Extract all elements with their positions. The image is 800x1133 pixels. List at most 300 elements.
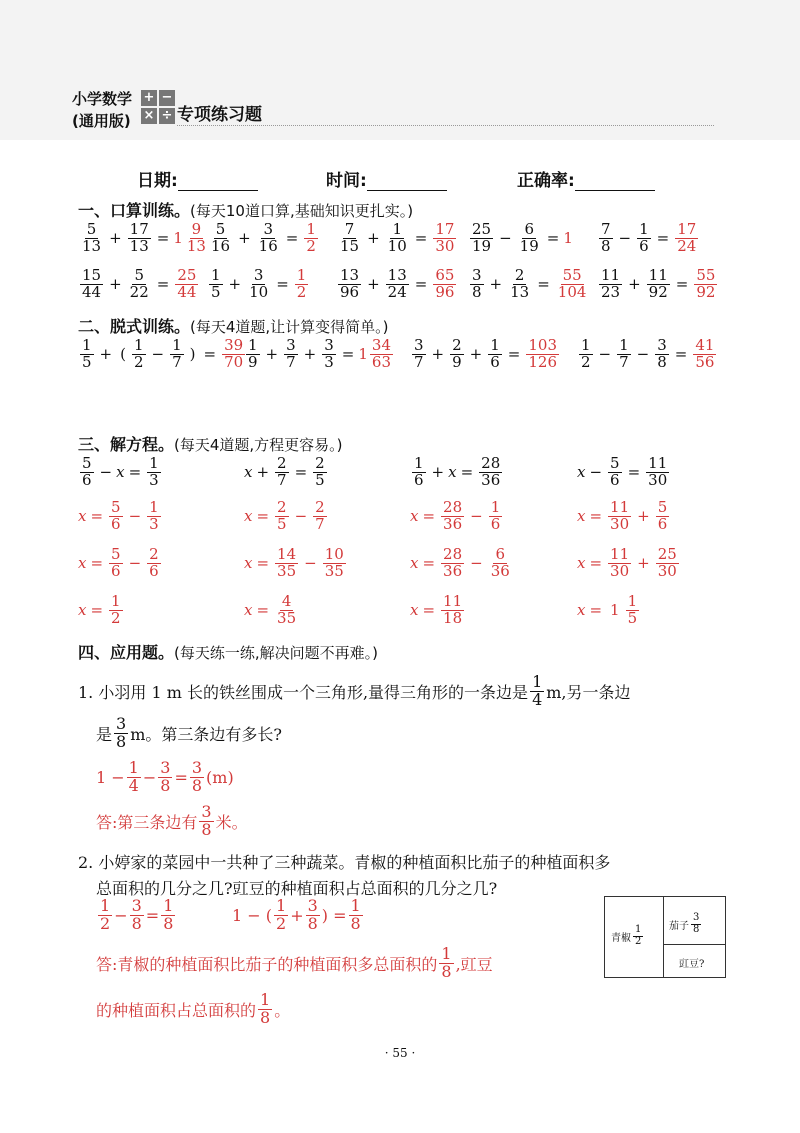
numerator: 25 [657,545,677,563]
text-run: 是 [96,724,113,744]
text-run: ,豇豆 [455,954,493,974]
symbol: = [256,507,270,526]
denominator: 70 [224,352,244,371]
page-title: 专项练习题 [177,105,262,125]
section-title: 一、口算训练。 [78,201,191,220]
fraction [128,268,151,301]
numerator: 14 [277,545,297,563]
variable: x [244,507,253,526]
symbol: = [422,554,436,573]
equation-step [78,547,163,580]
variable: x [78,554,87,573]
date-label: 日期: [137,171,178,191]
answer [293,268,311,301]
operator: + [367,229,380,248]
fraction [608,547,631,580]
symbol: = [90,554,104,573]
accuracy-field [517,166,655,191]
equation-step [577,547,681,580]
denominator: 23 [601,282,621,301]
denominator: 6 [111,514,121,533]
numerator: 1 [296,266,307,284]
symbol: + [469,345,483,364]
fraction [691,913,701,935]
fraction [441,500,464,533]
variable: x [244,601,253,620]
symbol: − [470,507,483,526]
numerator: 2 [149,545,159,563]
numerator: 5 [86,220,97,238]
fraction [185,222,208,255]
numerator: 7 [601,220,611,238]
numerator: 41 [695,336,715,354]
numerator: 1 [111,592,121,610]
text-run: 的种植面积占总面积的 [96,1000,257,1020]
fraction [608,456,622,489]
denominator: 36 [443,561,463,580]
fraction [349,898,363,933]
numerator: 5 [82,454,92,472]
denominator: 6 [657,514,668,533]
fraction [313,456,327,489]
numerator: 3 [160,758,171,777]
fraction [441,547,464,580]
garden-diagram [604,896,726,978]
symbol: − [128,554,142,573]
denominator: 8 [441,961,452,981]
fraction [246,338,260,371]
numerator: 17 [435,220,455,238]
denominator: 8 [601,236,611,255]
fraction [247,268,270,301]
fraction [199,804,213,839]
fraction [147,500,161,533]
symbol: = [90,507,104,526]
fraction [599,222,613,255]
fraction [599,268,622,301]
fraction [518,222,541,255]
denominator: 96 [435,282,455,301]
accuracy-blank[interactable] [575,172,655,191]
variable: x [410,554,419,573]
denominator: 6 [490,352,500,371]
numerator: 6 [495,545,506,563]
stepwise-item [244,338,395,371]
oral-item [207,222,320,255]
equation [244,456,329,489]
numerator: 1 [490,336,500,354]
text-run: ) = [321,905,347,925]
fraction [80,456,94,489]
section-note: (每天4道题,让计算变得简单。) [190,318,389,336]
numerator: 55 [562,266,582,284]
denominator: 35 [324,561,344,580]
equation-step [244,500,329,533]
fraction [161,898,175,933]
equals-sign: = [276,275,289,294]
fraction [109,500,123,533]
numerator: 11 [610,545,630,563]
numerator: 3 [201,802,212,821]
denominator: 5 [315,470,325,489]
equals-sign: = [414,229,428,248]
numerator: 6 [524,220,534,238]
denominator: 8 [160,775,171,795]
symbol: = [589,601,603,620]
section-stepwise [78,314,389,337]
stepwise-item [78,338,247,371]
denominator: 2 [276,913,287,933]
numerator: 3 [472,266,482,284]
equation-step [244,547,348,580]
numerator: 1 [490,498,501,516]
variable: x [244,554,253,573]
fraction [170,338,184,371]
text-run: = [145,905,160,925]
diagram-divider [663,944,725,945]
symbol: 1 [610,601,620,620]
fraction [274,898,288,933]
symbol: ) [189,345,196,364]
variable: x [78,601,87,620]
answer-whole: 1 [173,229,183,248]
denominator: 8 [693,923,700,935]
variable: x [410,507,419,526]
symbol: − [636,345,650,364]
denominator: 6 [490,514,501,533]
numerator: 3 [131,896,142,915]
fraction [655,338,669,371]
symbol: − [470,554,483,573]
text-run: 茄子 [669,920,689,932]
fraction [130,898,144,933]
denominator: 8 [350,913,361,933]
denominator: 92 [696,282,716,301]
fraction [412,456,426,489]
text-run: 1. 小羽用 1 m 长的铁丝围成一个三角形,量得三角形的一条边是 [78,682,529,702]
numerator: 1 [82,336,92,354]
equals-sign: = [675,275,689,294]
equals-sign: = [656,229,670,248]
symbol: + [265,345,279,364]
fraction [109,547,123,580]
equals-sign: = [507,345,521,364]
answer-whole: 1 [358,345,368,364]
denominator: 36 [443,514,463,533]
fraction [370,338,393,371]
section-note: (每天练一练,解决问题不再难。) [174,644,378,662]
answer [173,222,210,255]
numerator: 1 [441,944,452,963]
operator: + [238,229,251,248]
denominator: 36 [490,561,510,580]
numerator: 4 [281,592,292,610]
numerator: 28 [443,545,463,563]
variable: x [577,601,586,620]
equals-sign: = [537,275,550,294]
text-run: 答:第三条边有 [96,812,198,832]
equation [577,456,671,489]
symbol: ( [120,345,126,364]
operator-icons [141,90,175,124]
variable: x [577,507,586,526]
text-run: 答:青椒的种植面积比茄子的种植面积多总面积的 [96,954,438,974]
denominator: 7 [414,352,424,371]
denominator: 7 [315,514,325,533]
numerator: 11 [443,592,463,610]
denominator: 8 [307,913,318,933]
symbol: = [256,554,270,573]
variable: x [116,463,125,482]
time-blank[interactable] [367,172,447,191]
numerator: 11 [610,498,630,516]
numerator: 103 [528,336,558,354]
denominator: 104 [557,282,587,301]
denominator: 2 [111,608,121,627]
denominator: 18 [443,608,463,627]
denominator: 9 [452,352,462,371]
answer [524,338,561,371]
numerator: 25 [472,220,492,238]
section-oral [78,198,413,221]
denominator: 63 [371,352,392,371]
equals-sign: = [156,229,170,248]
operator: + [109,229,122,248]
symbol: + [256,463,270,482]
problem-2-text [96,876,497,899]
denominator: 3 [149,514,159,533]
denominator: 4 [128,775,139,795]
denominator: 10 [249,282,269,301]
equation-step [410,594,466,627]
answer [431,268,458,301]
denominator: 8 [201,819,212,839]
symbol: + [303,345,317,364]
fraction [275,594,298,627]
fraction [128,222,151,255]
denominator: 6 [414,470,424,489]
operator: + [228,275,242,294]
symbol: − [304,554,317,573]
jiangdou-label [679,955,704,970]
denominator: 6 [82,470,92,489]
operator: − [618,229,632,248]
numerator: 3 [116,714,127,733]
problem-2-answer [96,946,493,981]
fraction [579,338,593,371]
fraction [109,594,123,627]
fraction [80,338,94,371]
symbol: + [431,345,445,364]
symbol: = [422,507,436,526]
date-field [137,166,258,191]
symbol: = [589,507,603,526]
fraction [257,222,280,255]
answer [692,268,719,301]
numerator: 5 [111,498,121,516]
fraction [175,268,198,301]
denominator: 5 [277,514,287,533]
fraction [647,268,670,301]
denominator: 24 [677,236,697,255]
fraction [209,222,232,255]
plus-icon: + [141,90,157,106]
numerator: 1 [635,924,642,935]
fraction [656,547,679,580]
denominator: 30 [657,561,677,580]
fraction [433,222,456,255]
denominator: 2 [581,352,591,371]
oral-item [597,268,719,301]
fraction [80,268,103,301]
numerator: 3 [263,220,273,238]
fraction [132,338,146,371]
text-run: m,另一条边 [546,682,631,702]
numerator: 3 [191,758,203,777]
denominator: 7 [277,470,287,489]
equation [410,456,504,489]
denominator: 6 [639,236,649,255]
answer-whole: 1 [563,229,573,248]
numerator: 3 [253,266,264,284]
denominator: 6 [149,561,159,580]
denominator: 13 [82,236,102,255]
denominator: 126 [528,352,558,371]
symbol: + [431,463,445,482]
symbol: = [294,463,308,482]
operator: + [628,275,641,294]
numerator: 2 [277,454,287,472]
oral-item [78,268,200,301]
denominator: 30 [610,514,630,533]
denominator: 19 [519,236,539,255]
divide-icon: ÷ [159,108,175,124]
minus-icon: − [159,90,175,106]
fraction [470,268,484,301]
time-field [326,166,447,191]
times-icon: × [141,108,157,124]
denominator: 7 [619,352,629,371]
series-name: 小学数学 [72,90,133,108]
answer [673,222,700,255]
numerator: 1 [149,498,159,516]
numerator: 28 [481,454,501,472]
denominator: 96 [340,282,360,301]
equation [78,456,163,489]
numerator: 1 [133,336,144,354]
date-blank[interactable] [178,172,258,191]
denominator: 92 [648,282,668,301]
variable: x [78,507,87,526]
numerator: 1 [276,896,287,915]
denominator: 2 [100,913,111,933]
fraction [556,268,589,301]
qingjiao-label [611,925,645,947]
numerator: 15 [82,266,102,284]
text-run: (m) [206,767,234,787]
numerator: 1 [627,592,638,610]
section-title: 二、脱式训练。 [78,317,191,336]
numerator: 11 [648,454,668,472]
symbol: = [460,463,474,482]
fraction [694,268,717,301]
accuracy-label: 正确率: [517,171,575,191]
numerator: 1 [639,220,649,238]
oral-item [468,222,573,255]
denominator: 2 [306,236,316,255]
equation-step [78,500,163,533]
denominator: 19 [472,236,492,255]
oral-item [207,268,310,301]
denominator: 30 [435,236,455,255]
denominator: 13 [186,236,206,255]
numerator: 1 [414,454,424,472]
denominator: 6 [610,470,620,489]
denominator: 7 [286,352,296,371]
denominator: 8 [163,913,174,933]
denominator: 5 [82,352,92,371]
denominator: 8 [472,282,482,301]
symbol: − [151,345,165,364]
fraction [675,222,698,255]
denominator: 2 [635,935,642,947]
numerator: 1 [211,266,221,284]
fraction [222,338,245,371]
answer [431,222,458,255]
time-label: 时间: [326,171,367,191]
symbol: + [637,507,650,526]
numerator: 39 [224,336,244,354]
fraction [147,547,161,580]
numerator: 1 [350,896,361,915]
section-note: (每天4道题,方程更容易。) [174,436,343,454]
equals-sign: = [414,275,428,294]
denominator: 24 [387,282,407,301]
fraction [258,992,272,1027]
numerator: 11 [601,266,621,284]
fraction [323,547,346,580]
fraction [114,716,128,751]
numerator: 3 [324,336,334,354]
numerator: 11 [648,266,668,284]
problem-2-calculation [232,898,365,933]
problem-2-calculation [96,898,177,933]
fraction [637,222,651,255]
equation-step [78,594,125,627]
numerator: 13 [387,266,407,284]
denominator: 22 [129,282,149,301]
text-run: 2. 小婷家的菜园中一共种了三种蔬菜。青椒的种植面积比茄子的种植面积多 [78,853,611,872]
problem-1-text [78,674,631,709]
numerator: 1 [172,336,182,354]
fraction [470,222,493,255]
variable: x [577,463,586,482]
fraction [412,338,426,371]
numerator: 17 [677,220,697,238]
answer [554,268,591,301]
numerator: 2 [514,266,525,284]
denominator: 8 [191,775,203,795]
text-run: 青椒 [611,932,631,944]
text-run: 1 − [96,767,125,787]
oral-item [468,268,590,301]
symbol: = [627,463,641,482]
answer [302,222,320,255]
text-run: 1 − ( [232,905,272,925]
text-run: 米。 [215,812,248,832]
fraction [306,898,320,933]
text-run: 豇豆? [679,959,705,970]
